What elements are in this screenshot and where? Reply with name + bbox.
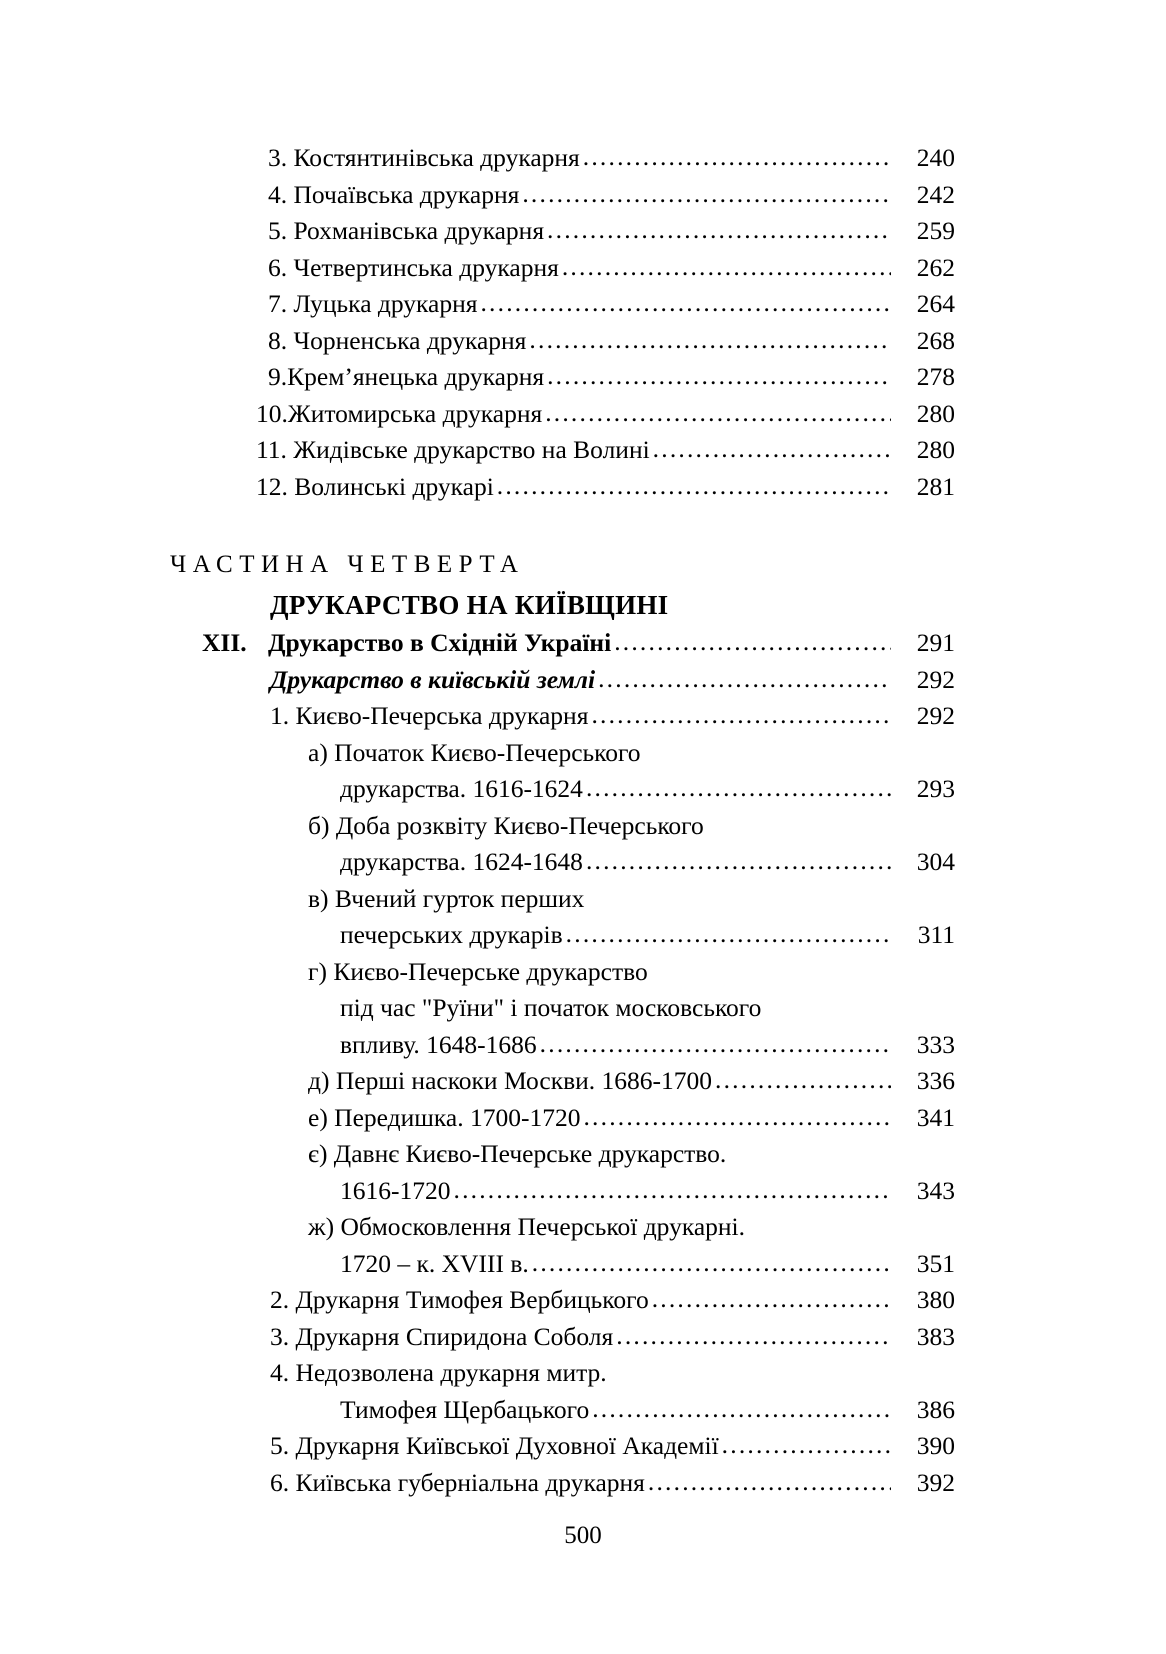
toc-entry-label: 8. Чорненська друкарня (268, 325, 527, 355)
toc-entry[interactable] (170, 1136, 955, 1173)
toc-entry[interactable] (170, 1465, 955, 1502)
toc-entry-label-cont2: впливу. 1648-1686 (340, 1029, 537, 1059)
leader-dots (586, 770, 891, 807)
toc-entry-page: 333 (916, 1029, 955, 1059)
part-label: ЧАСТИНА ЧЕТВЕРТА (170, 551, 525, 578)
toc-group-volyn (170, 140, 955, 505)
toc-entry-label: 9.Крем’янецька друкарня (268, 362, 545, 391)
toc-entry-label-cont: Тимофея Щербацького (340, 1394, 590, 1424)
toc-entry-page: 242 (916, 179, 955, 209)
toc-entry[interactable] (170, 1209, 955, 1246)
toc-entry-label: 6. Київська губерніальна друкарня (270, 1467, 645, 1497)
toc-entry[interactable] (170, 808, 955, 845)
leader-dots (722, 1427, 891, 1464)
toc-chapter-numeral: XII. (202, 628, 247, 657)
toc-entry[interactable] (170, 881, 955, 918)
toc-entry-continuation[interactable] (170, 917, 955, 954)
toc-entry-continuation[interactable] (170, 844, 955, 881)
leader-dots (480, 285, 891, 322)
toc-entry[interactable] (170, 1319, 955, 1356)
leader-dots (715, 1062, 891, 1099)
toc-entry-page: 280 (916, 398, 955, 428)
leader-dots (529, 322, 891, 359)
toc-entry-label: ж) Обмосковлення Печерської друкарні. (308, 1212, 746, 1241)
leader-dots (540, 1026, 891, 1063)
toc-entry-continuation[interactable] (170, 1173, 955, 1210)
toc-entry-page: 383 (916, 1321, 955, 1351)
toc-entry-label: г) Києво-Печерське друкарство (308, 956, 648, 986)
toc-entry-continuation[interactable] (170, 1392, 955, 1429)
toc-entry[interactable] (170, 469, 955, 506)
toc-entry-page: 336 (916, 1066, 955, 1095)
leader-dots (454, 1172, 892, 1209)
toc-entry-label: 2. Друкарня Тимофея Вербицького (270, 1285, 649, 1314)
toc-entry-label: д) Перші наскоки Москви. 1686-1700 (308, 1066, 713, 1095)
toc-entry-page: 351 (916, 1248, 955, 1278)
toc-entry[interactable] (170, 954, 955, 991)
toc-entry-page: 386 (916, 1394, 955, 1424)
toc-entry-label: а) Початок Києво-Печерського (308, 737, 641, 767)
toc-subheader-entry[interactable] (170, 662, 955, 699)
part-title: ДРУКАРСТВО НА КИЇВЩИНІ (270, 590, 669, 620)
leader-dots (648, 1464, 891, 1501)
leader-dots (566, 916, 891, 953)
leader-dots (586, 843, 891, 880)
toc-entry-label-cont: 1616-1720 (340, 1175, 451, 1205)
toc-entry-page: 264 (916, 289, 955, 318)
toc-entry-page: 304 (916, 847, 955, 876)
toc-chapter-page: 291 (916, 628, 955, 657)
leader-dots (653, 431, 891, 468)
toc-entry-label: в) Вчений гурток перших (308, 883, 585, 913)
toc-entry-label: є) Давнє Києво-Печерське друкарство. (308, 1139, 727, 1168)
toc-entry-page: 311 (917, 920, 955, 949)
toc-entry-page: 343 (916, 1175, 955, 1205)
toc-body (170, 140, 955, 1501)
toc-entry-page: 278 (916, 362, 955, 391)
leader-dots (616, 1318, 891, 1355)
toc-entry-label: 4. Почаївська друкарня (268, 179, 520, 209)
toc-entry[interactable] (170, 140, 955, 177)
toc-entry-label: 7. Луцька друкарня (268, 289, 478, 318)
toc-entry[interactable] (170, 359, 955, 396)
toc-entry-page: 240 (916, 143, 955, 172)
leader-dots (547, 358, 891, 395)
leader-dots (545, 395, 891, 432)
toc-entry-label: 10.Житомирська друкарня (256, 398, 543, 428)
toc-entry[interactable] (170, 1282, 955, 1319)
leader-dots (592, 1391, 891, 1428)
toc-entry-page: 262 (916, 252, 955, 282)
toc-entry-label: 1. Києво-Печерська друкарня (270, 701, 589, 730)
leader-dots (562, 249, 891, 286)
toc-entry[interactable] (170, 250, 955, 287)
toc-entry-label: 6. Четвертинська друкарня (268, 252, 559, 282)
toc-entry[interactable] (170, 1428, 955, 1465)
toc-entry[interactable] (170, 432, 955, 469)
toc-entry-continuation[interactable] (170, 1246, 955, 1283)
toc-entry-page: 392 (916, 1467, 955, 1497)
leader-dots (583, 1099, 891, 1136)
toc-entry[interactable] (170, 177, 955, 214)
toc-chapter-entry[interactable] (170, 625, 955, 662)
toc-entry-label: 3. Костянтинівська друкарня (268, 143, 580, 172)
page-folio: 500 (564, 1522, 602, 1549)
toc-entry-page: 341 (916, 1102, 955, 1132)
toc-entry-label: 4. Недозволена друкарня митр. (270, 1358, 607, 1387)
toc-chapter-label: Друкарство в Східній Україні (268, 628, 612, 657)
toc-entry[interactable] (170, 698, 955, 735)
toc-entry[interactable] (170, 1063, 955, 1100)
toc-entry-page: 390 (916, 1431, 955, 1460)
leader-dots (652, 1281, 891, 1318)
toc-subheader-page: 292 (916, 664, 955, 694)
toc-group-kyiv (170, 698, 955, 1501)
leader-dots (598, 661, 891, 698)
toc-entry[interactable] (170, 396, 955, 433)
toc-entry-page: 293 (916, 774, 955, 803)
toc-entry-page: 268 (916, 325, 955, 355)
toc-entry[interactable] (170, 213, 955, 250)
toc-entry[interactable] (170, 1100, 955, 1137)
toc-entry[interactable] (170, 735, 955, 772)
toc-subheader-label: Друкарство в київській землі (270, 664, 596, 694)
toc-entry-label: 11. Жидівське друкарство на Волині (256, 435, 650, 464)
toc-entry-continuation[interactable] (170, 1027, 955, 1064)
toc-entry-page: 280 (916, 435, 955, 464)
toc-entry-label: 5. Рохманівська друкарня (268, 216, 545, 245)
toc-entry[interactable] (170, 1355, 955, 1392)
toc-entry-label: б) Доба розквіту Києво-Печерського (308, 810, 704, 840)
toc-entry-page: 380 (916, 1285, 955, 1314)
toc-entry-label-cont: друкарства. 1624-1648 (340, 847, 583, 876)
toc-entry-label-cont: печерських друкарів (340, 920, 563, 949)
toc-entry-label-cont: друкарства. 1616-1624 (340, 774, 583, 803)
toc-entry-label: 5. Друкарня Київської Духовної Академії (270, 1431, 719, 1460)
toc-entry-label-cont: 1720 – к. XVIII в. (340, 1248, 529, 1278)
toc-entry-label: 12. Волинські друкарі (256, 471, 494, 501)
toc-entry[interactable] (170, 323, 955, 360)
leader-dots (614, 624, 891, 661)
toc-entry[interactable] (170, 286, 955, 323)
leader-dots (583, 139, 891, 176)
toc-entry-label: е) Передишка. 1700-1720 (308, 1102, 581, 1132)
toc-entry-page: 292 (916, 701, 955, 730)
toc-entry-page: 259 (916, 216, 955, 245)
toc-entry-label-cont: під час "Руїни" і початок московського (340, 993, 762, 1022)
leader-dots (497, 468, 891, 505)
leader-dots (522, 176, 891, 213)
leader-dots (547, 212, 891, 249)
leader-dots (532, 1245, 891, 1282)
toc-entry-label: 3. Друкарня Спиридона Соболя (270, 1321, 614, 1351)
toc-entry-continuation[interactable] (170, 990, 955, 1027)
toc-entry-continuation[interactable] (170, 771, 955, 808)
toc-entry-page: 281 (916, 471, 955, 501)
leader-dots (591, 697, 891, 734)
